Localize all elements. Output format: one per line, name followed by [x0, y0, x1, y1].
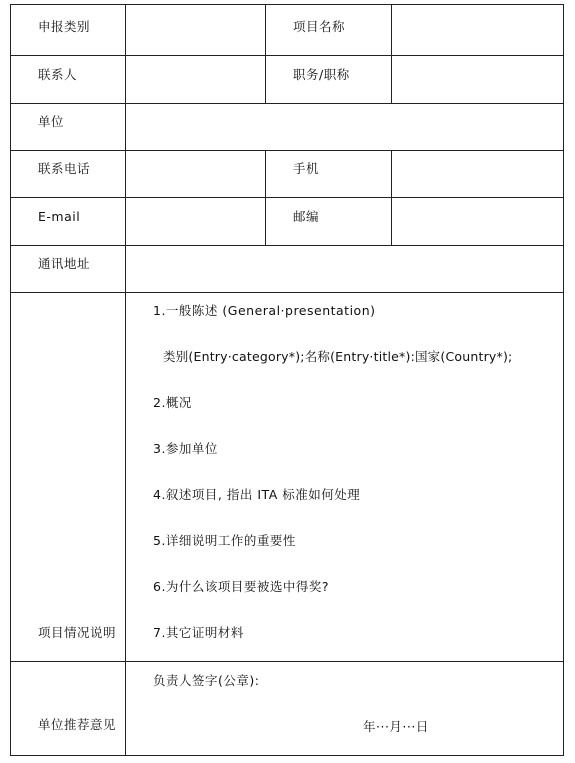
project-desc-label: 项目情况说明	[38, 625, 117, 640]
column-divider	[265, 5, 266, 103]
project-name-label: 项目名称	[293, 19, 346, 34]
postcode-field[interactable]	[392, 198, 563, 245]
position-label: 职务/职称	[293, 67, 350, 82]
unit-label: 单位	[38, 114, 65, 129]
address-label: 通讯地址	[38, 256, 91, 271]
desc-item-1: 1.一般陈述 (General·presentation)	[153, 303, 376, 318]
desc-item-entry: 类别(Entry·category*);名称(Entry·title*):国家(Country*);	[163, 349, 513, 364]
contact-field[interactable]	[126, 56, 265, 103]
email-field[interactable]	[126, 198, 265, 245]
application-form	[10, 4, 564, 756]
row-divider	[11, 661, 563, 662]
desc-item-6: 6.为什么该项目要被选中得奖?	[153, 579, 330, 594]
desc-item-4: 4.叙述项目, 指出 ITA 标准如何处理	[153, 487, 361, 502]
mobile-field[interactable]	[392, 151, 563, 197]
column-divider	[265, 150, 266, 245]
desc-item-7: 7.其它证明材料	[153, 625, 244, 640]
date-line: 年···月···日	[363, 719, 429, 734]
unit-field[interactable]	[126, 104, 563, 150]
postcode-label: 邮编	[293, 209, 320, 224]
row-divider	[11, 292, 563, 293]
project-name-field[interactable]	[392, 6, 563, 55]
desc-item-5: 5.详细说明工作的重要性	[153, 533, 296, 548]
email-label: E-mail	[38, 209, 81, 224]
phone-label: 联系电话	[38, 161, 91, 176]
category-label: 申报类别	[38, 19, 91, 34]
contact-label: 联系人	[38, 67, 78, 82]
mobile-label: 手机	[293, 161, 320, 176]
desc-item-2: 2.概况	[153, 395, 192, 410]
position-field[interactable]	[392, 56, 563, 103]
recommendation-label: 单位推荐意见	[38, 717, 117, 732]
signature-label: 负责人签字(公章):	[153, 673, 260, 688]
desc-item-3: 3.参加单位	[153, 441, 218, 456]
address-field[interactable]	[126, 246, 563, 292]
category-field[interactable]	[126, 6, 265, 55]
phone-field[interactable]	[126, 151, 265, 197]
